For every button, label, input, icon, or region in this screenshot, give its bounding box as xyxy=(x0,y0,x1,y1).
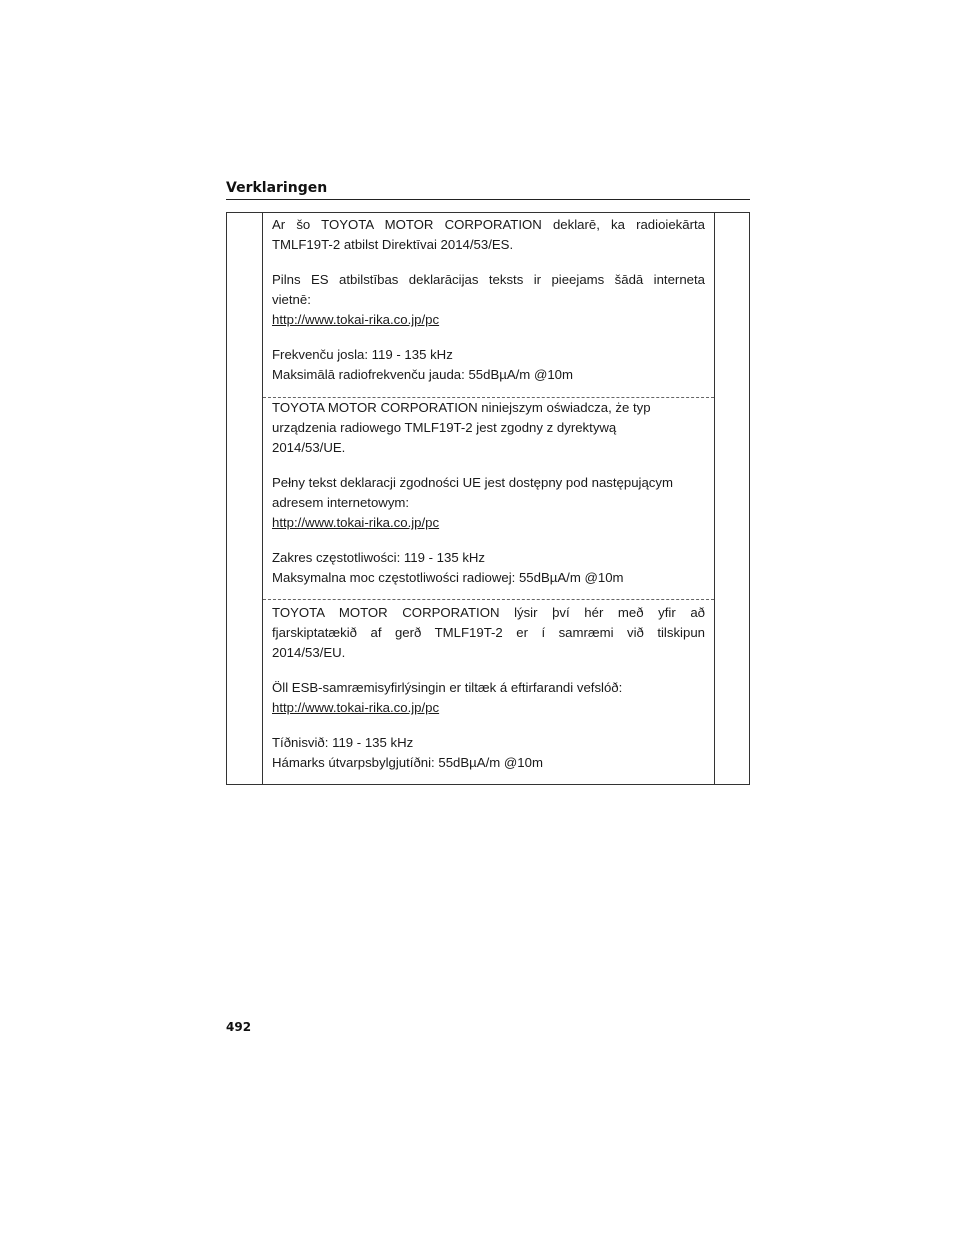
pl-statement-line1: TOYOTA MOTOR CORPORATION niniejszym oświadcza, że typ xyxy=(272,400,651,415)
page-number: 492 xyxy=(226,1020,252,1034)
is-fulltext: Öll ESB-samræmisyfirlýsingin er tiltæk á eftirfarandi vefslóð: xyxy=(272,680,623,695)
pl-fulltext-line1: Pełny tekst deklaracji zgodności UE jest dostępny pod następującym xyxy=(272,475,673,490)
lv-statement-line2: TMLF19T-2 atbilst Direktīvai 2014/53/ES. xyxy=(272,237,514,252)
is-statement-line2: fjarskiptatækið af gerð TMLF19T-2 er í samræmi við tilskipun xyxy=(272,625,705,640)
title-divider xyxy=(226,199,750,200)
declarations-table xyxy=(226,212,750,785)
pl-fulltext-line2: adresem internetowym: xyxy=(272,495,410,510)
lv-max-power: Maksimālā radiofrekvenču jauda: 55dBµA/m @10m xyxy=(272,367,573,382)
pl-max-power: Maksymalna moc częstotliwości radiowej: 55dBµA/m @10m xyxy=(272,570,624,585)
pl-declaration-link[interactable]: http://www.tokai-rika.co.jp/pc xyxy=(272,515,440,530)
is-frequency-band: Tíðnisvið: 119 - 135 kHz xyxy=(272,735,414,750)
pl-statement-line3: 2014/53/UE. xyxy=(272,440,346,455)
is-max-power: Hámarks útvarpsbylgjutíðni: 55dBµA/m @10m xyxy=(272,755,543,770)
lv-frequency-band: Frekvenču josla: 119 - 135 kHz xyxy=(272,347,453,362)
declarations-column xyxy=(262,212,715,785)
declaration-latvian xyxy=(263,215,714,398)
lv-fulltext-line1: Pilns ES atbilstības deklarācijas teksts ir pieejams šādā interneta xyxy=(272,272,705,287)
is-statement-line1: TOYOTA MOTOR CORPORATION lýsir því hér með yfir að xyxy=(272,605,705,620)
declaration-icelandic xyxy=(263,600,714,785)
declaration-polish xyxy=(263,398,714,600)
is-declaration-link[interactable]: http://www.tokai-rika.co.jp/pc xyxy=(272,700,440,715)
lv-fulltext-line2: vietnē: xyxy=(272,292,311,307)
pl-frequency-band: Zakres częstotliwości: 119 - 135 kHz xyxy=(272,550,486,565)
section-title: Verklaringen xyxy=(226,180,328,196)
lv-statement-line1: Ar šo TOYOTA MOTOR CORPORATION deklarē, ka radioiekārta xyxy=(272,217,705,232)
is-statement-line3: 2014/53/EU. xyxy=(272,645,346,660)
lv-declaration-link[interactable]: http://www.tokai-rika.co.jp/pc xyxy=(272,312,440,327)
pl-statement-line2: urządzenia radiowego TMLF19T-2 jest zgodny z dyrektywą xyxy=(272,420,617,435)
